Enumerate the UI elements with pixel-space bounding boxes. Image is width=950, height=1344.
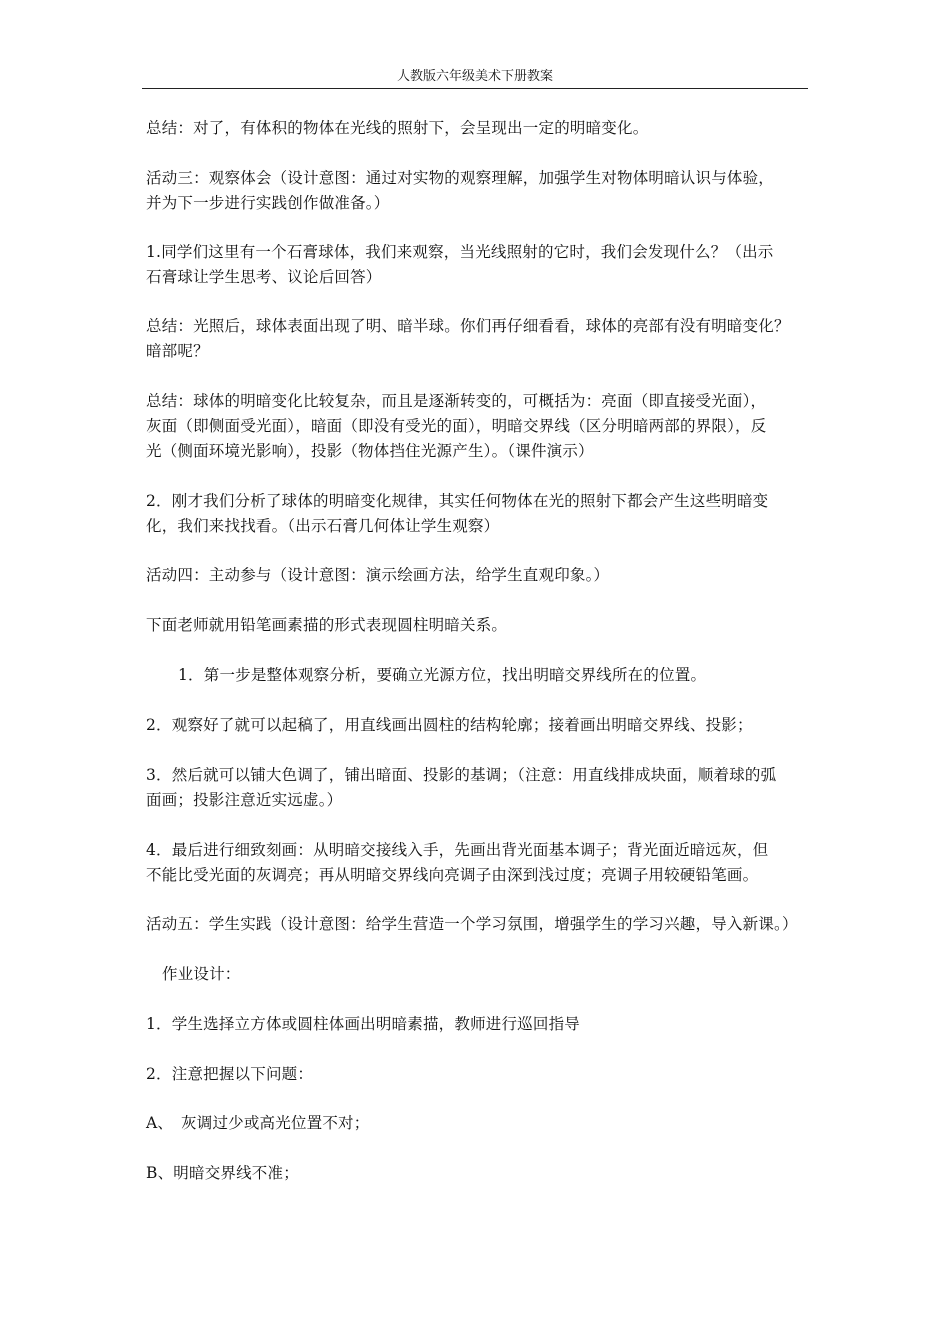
text-line: 2．注意把握以下问题： xyxy=(146,1065,314,1083)
text-line: 暗部呢？ xyxy=(146,342,209,360)
text-line: 光（侧面环境光影响），投影（物体挡住光源产生）。（课件演示） xyxy=(146,442,594,460)
text-line: 1．学生选择立方体或圆柱体画出明暗素描，教师进行巡回指导 xyxy=(146,1015,580,1033)
page-header: 人教版六年级美术下册教案 xyxy=(142,68,808,89)
text-line: 活动三：观察体会（设计意图：通过对实物的观察理解，加强学生对物体明暗认识与体验， xyxy=(146,169,775,187)
text-line: 下面老师就用铅笔画素描的形式表现圆柱明暗关系。 xyxy=(146,616,508,634)
text-line: 1.同学们这里有一个石膏球体，我们来观察，当光线照射的它时，我们会发现什么？（出示 xyxy=(146,243,774,261)
text-line: 作业设计： xyxy=(162,965,241,983)
text-line: 3．然后就可以铺大色调了，铺出暗面、投影的基调；（注意：用直线排成块面，顺着球的弧 xyxy=(146,766,777,784)
text-line: 活动四：主动参与（设计意图：演示绘画方法，给学生直观印象。） xyxy=(146,566,610,584)
text-line: 石膏球让学生思考、议论后回答） xyxy=(146,268,382,286)
text-line: 活动五：学生实践（设计意图：给学生营造一个学习氛围，增强学生的学习兴趣，导入新课。） xyxy=(146,915,798,933)
text-line: 不能比受光面的灰调亮；再从明暗交界线向亮调子由深到浅过度；亮调子用较硬铅笔画。 xyxy=(146,866,759,884)
text-line: 总结：光照后，球体表面出现了明、暗半球。你们再仔细看看，球体的亮部有没有明暗变化？ xyxy=(146,317,790,335)
text-line: 总结：对了，有体积的物体在光线的照射下，会呈现出一定的明暗变化。 xyxy=(146,119,649,137)
text-line: 灰面（即侧面受光面），暗面（即没有受光的面），明暗交界线（区分明暗两部的界限），反 xyxy=(146,417,767,435)
text-line: 4．最后进行细致刻画：从明暗交接线入手，先画出背光面基本调子；背光面近暗远灰，但 xyxy=(146,841,769,859)
text-line: 2．刚才我们分析了球体的明暗变化规律，其实任何物体在光的照射下都会产生这些明暗变 xyxy=(146,492,769,510)
text-line: 化，我们来找找看。（出示石膏几何体让学生观察） xyxy=(146,517,500,535)
text-line: 总结：球体的明暗变化比较复杂，而且是逐渐转变的，可概括为：亮面（即直接受光面）， xyxy=(146,392,767,410)
text-line: A、 灰调过少或高光位置不对； xyxy=(146,1114,370,1132)
text-line: 1．第一步是整体观察分析，要确立光源方位，找出明暗交界线所在的位置。 xyxy=(178,666,707,684)
text-line: 2．观察好了就可以起稿了，用直线画出圆柱的结构轮廓；接着画出明暗交界线、投影； xyxy=(146,716,753,734)
text-line: 并为下一步进行实践创作做准备。） xyxy=(146,194,390,212)
text-line: 面画；投影注意近实远虚。） xyxy=(146,791,343,809)
text-line: B、明暗交界线不准； xyxy=(146,1164,299,1182)
